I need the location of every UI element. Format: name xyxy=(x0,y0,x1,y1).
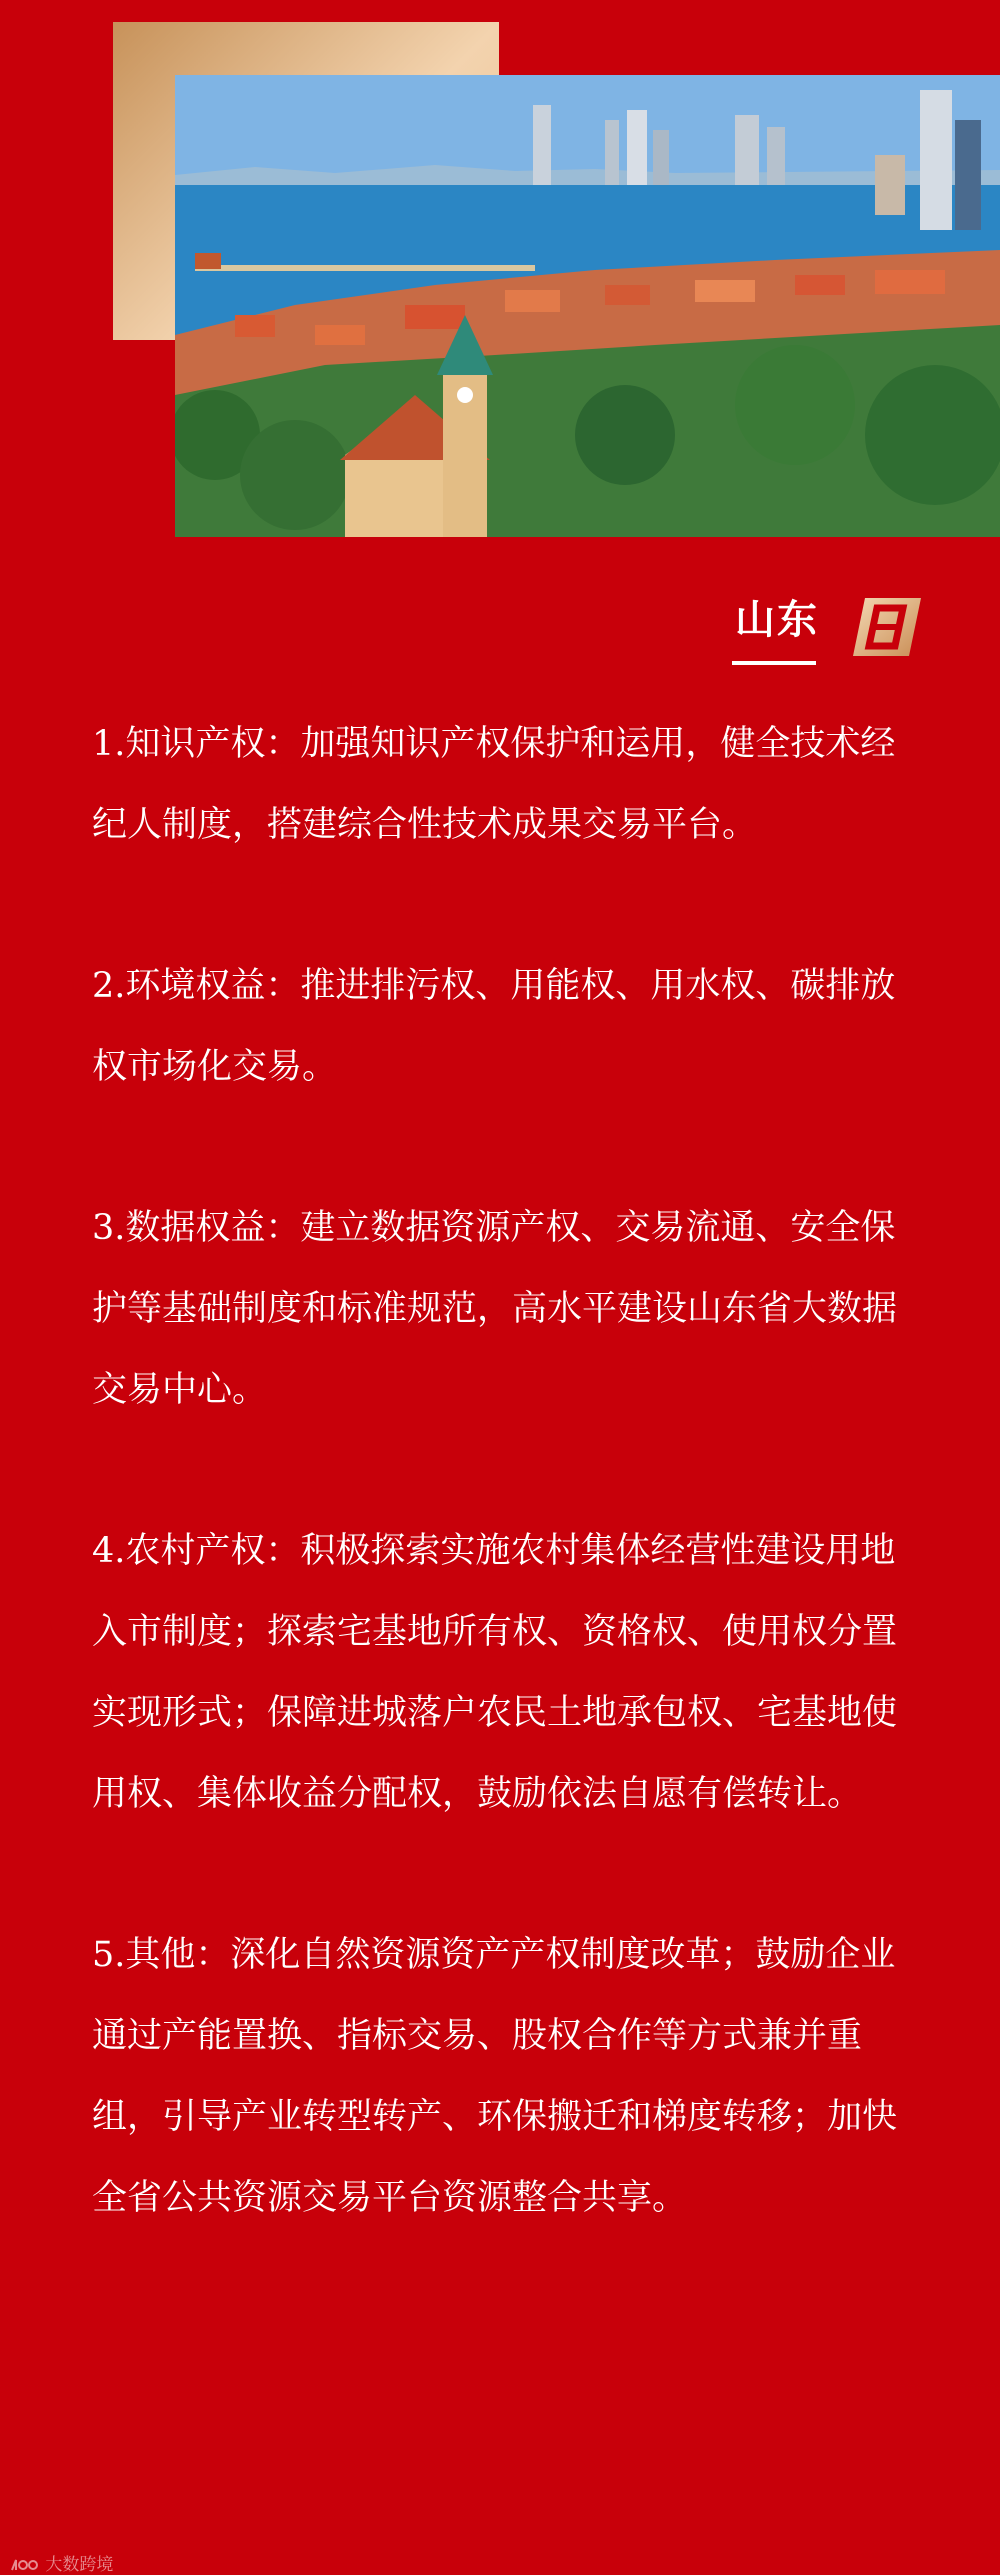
list-item: 5.其他：深化自然资源资产产权制度改革；鼓励企业通过产能置换、指标交易、股权合作等方式兼并重组，引导产业转型转产、环保搬迁和梯度转移；加快全省公共资源交易平台资源整合共享。 xyxy=(92,1935,898,2218)
brand-name: 大数跨境 xyxy=(45,2555,114,2575)
brand-logo-icon xyxy=(10,2556,40,2574)
list-item: 1.知识产权：加强知识产权保护和运用，健全技术经纪人制度，搭建综合性技术成果交易平台。 xyxy=(92,724,896,845)
watermark xyxy=(10,2550,113,2575)
region-title: 山东 xyxy=(735,596,819,643)
policy-list xyxy=(92,704,922,2319)
day-badge-icon xyxy=(851,596,923,658)
list-item: 4.农村产权：积极探索实施农村集体经营性建设用地入市制度；探索宅基地所有权、资格权、使用权分置实现形式；保障进城落户农民土地承包权、宅基地使用权、集体收益分配权，鼓励依法自愿有偿转让。 xyxy=(92,1531,898,1814)
list-item: 2.环境权益：推进排污权、用能权、用水权、碳排放权市场化交易。 xyxy=(92,966,896,1087)
title-underline xyxy=(732,661,816,665)
city-coastline-photo xyxy=(175,75,1000,537)
list-item: 3.数据权益：建立数据资源产权、交易流通、安全保护等基础制度和标准规范，高水平建设山东省大数据交易中心。 xyxy=(92,1208,898,1410)
